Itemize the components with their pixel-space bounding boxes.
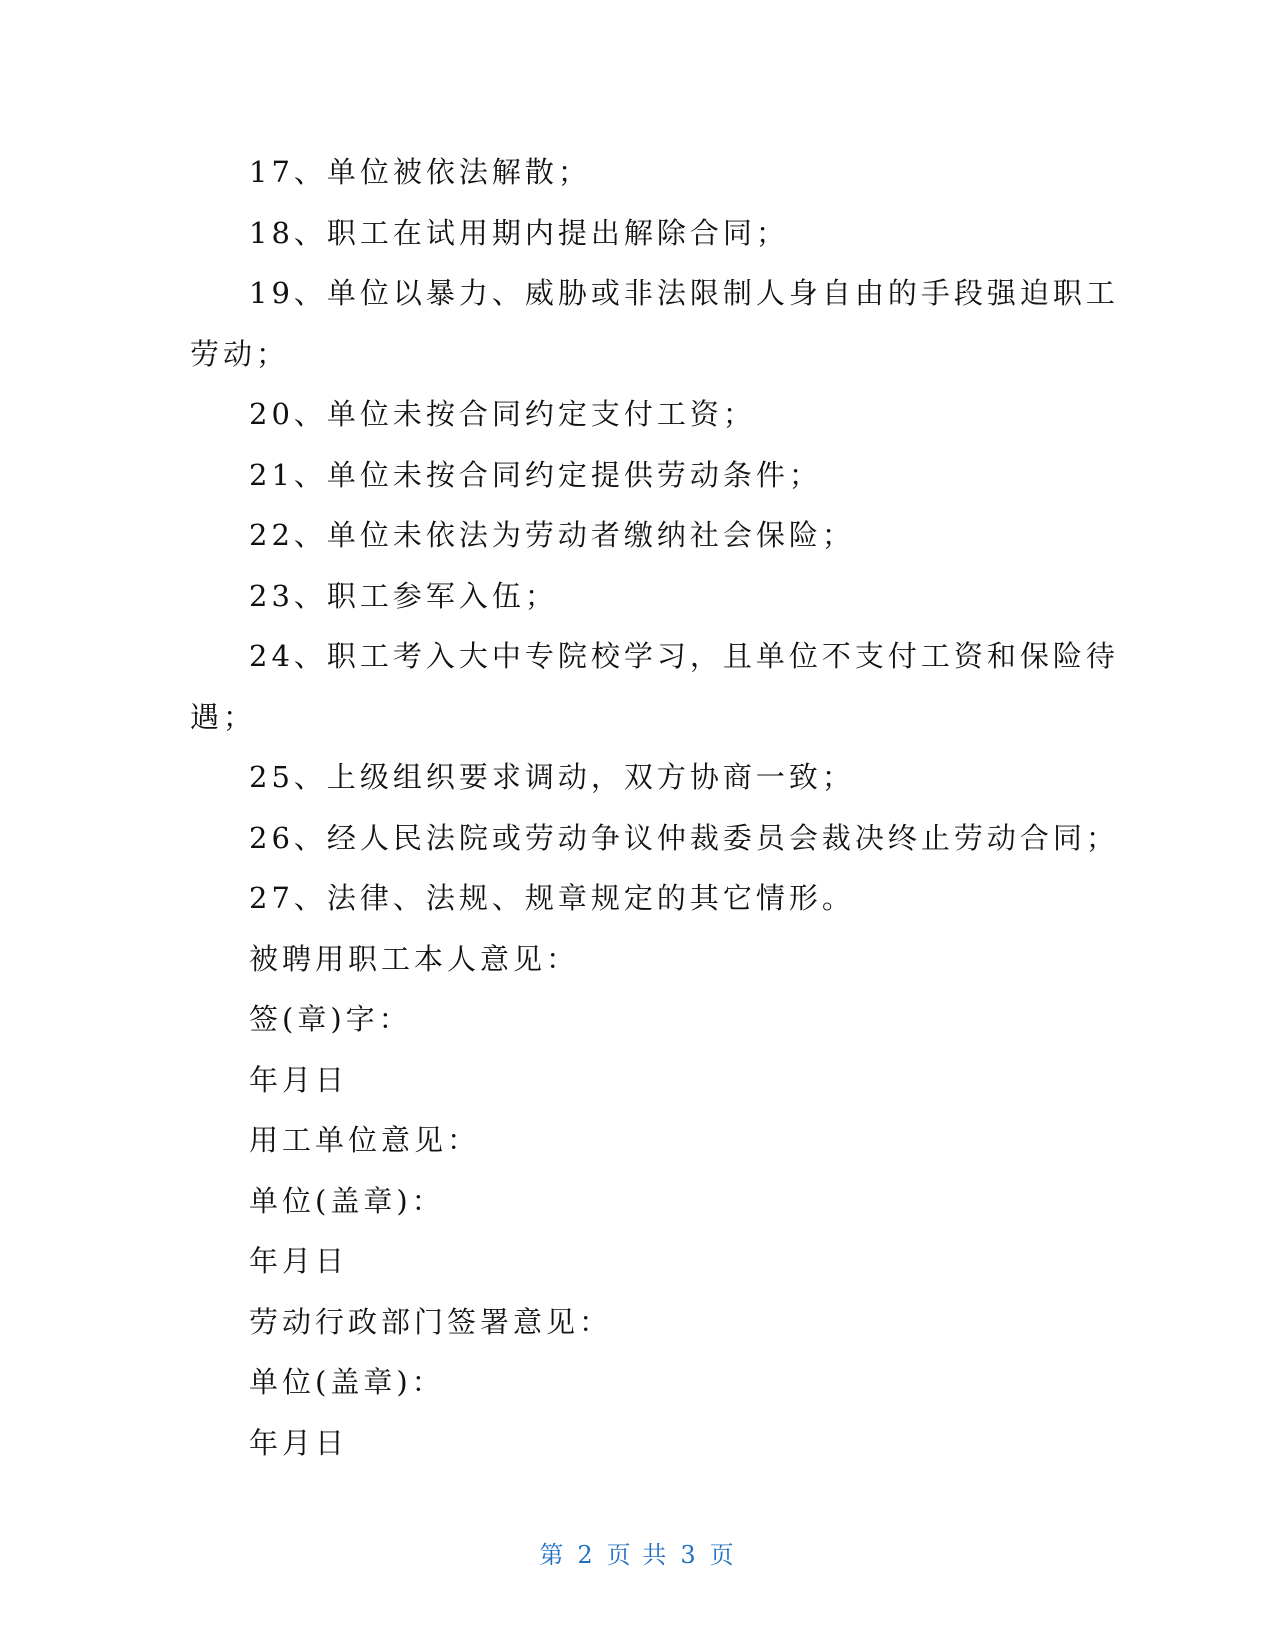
clause-19-continuation: 劳动； bbox=[190, 336, 290, 371]
labor-department-seal-label: 单位(盖章)： bbox=[249, 1365, 445, 1399]
clause-17: 17、单位被依法解散； bbox=[249, 155, 591, 189]
labor-department-opinion-label: 劳动行政部门签署意见： bbox=[249, 1304, 613, 1339]
footer-suffix: 页 bbox=[709, 1541, 736, 1569]
page-footer bbox=[0, 1535, 1275, 1570]
current-page-number: 2 bbox=[577, 1541, 595, 1569]
total-page-number: 3 bbox=[680, 1541, 698, 1569]
clause-20: 20、单位未按合同约定支付工资； bbox=[249, 397, 756, 431]
clause-25: 25、上级组织要求调动，双方协商一致； bbox=[249, 760, 855, 794]
employee-opinion-label: 被聘用职工本人意见： bbox=[249, 941, 580, 976]
footer-prefix: 第 bbox=[539, 1541, 566, 1569]
employer-opinion-label: 用工单位意见： bbox=[249, 1123, 481, 1157]
footer-middle: 页 共 bbox=[606, 1541, 669, 1569]
clause-24-continuation: 遇； bbox=[190, 699, 257, 734]
employer-seal-label: 单位(盖章)： bbox=[249, 1183, 445, 1218]
clause-19: 19、单位以暴力、威胁或非法限制人身自由的手段强迫职工 bbox=[249, 276, 1119, 310]
clause-26: 26、经人民法院或劳动争议仲裁委员会裁决终止劳动合同； bbox=[249, 820, 1119, 855]
employer-date-label: 年月日 bbox=[249, 1244, 349, 1278]
clause-27: 27、法律、法规、规章规定的其它情形。 bbox=[249, 881, 855, 915]
document-body bbox=[190, 142, 1119, 1473]
clause-24: 24、职工考入大中专院校学习，且单位不支付工资和保险待 bbox=[249, 639, 1119, 673]
clause-22: 22、单位未依法为劳动者缴纳社会保险； bbox=[249, 518, 855, 552]
employee-date-label: 年月日 bbox=[249, 1062, 349, 1097]
clause-23: 23、职工参军入伍； bbox=[249, 578, 558, 613]
employee-signature-label: 签(章)字： bbox=[249, 1002, 412, 1036]
clause-18: 18、职工在试用期内提出解除合同； bbox=[249, 215, 789, 250]
labor-department-date-label: 年月日 bbox=[249, 1425, 349, 1460]
clause-21: 21、单位未按合同约定提供劳动条件； bbox=[249, 457, 822, 492]
